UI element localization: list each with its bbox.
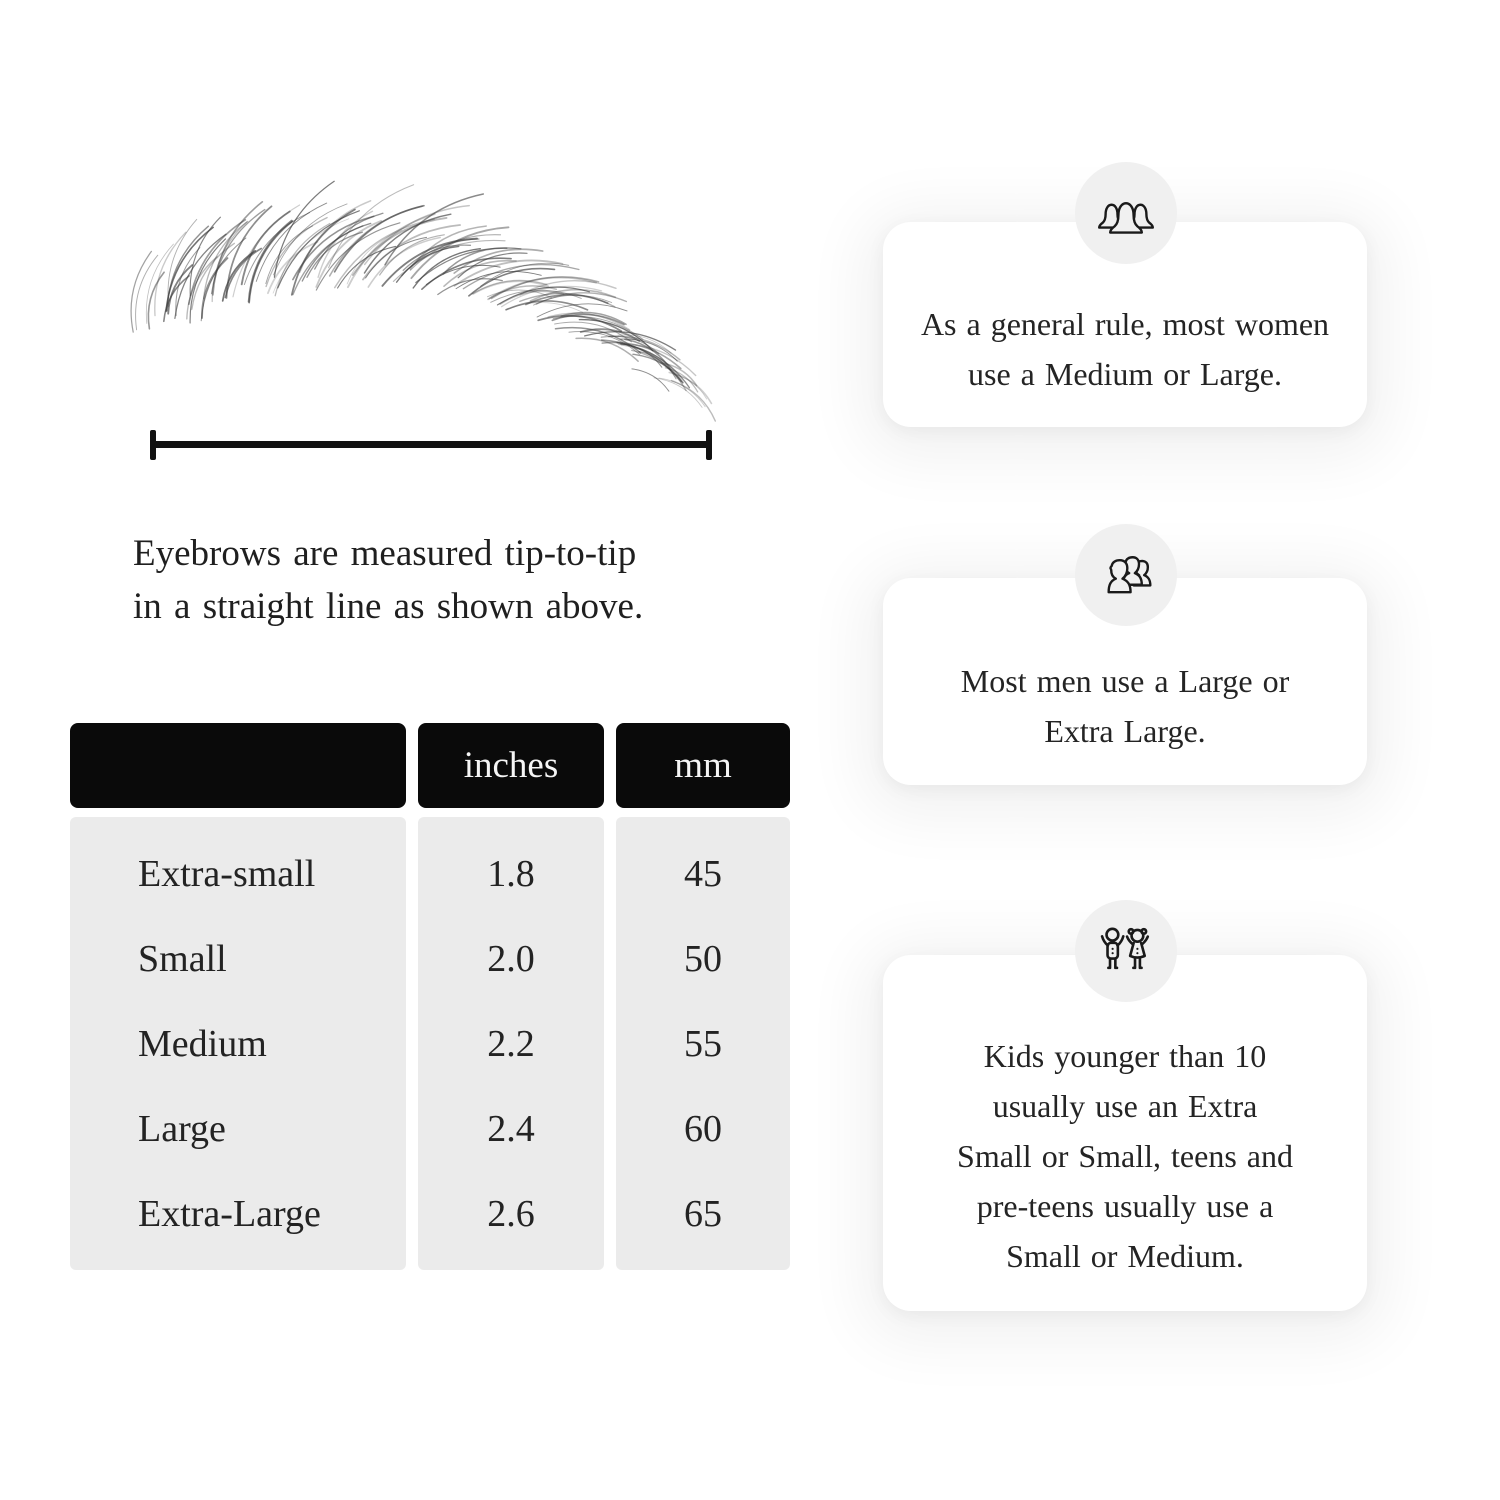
info-card-text-line: use a Medium or Large. [968, 355, 1282, 392]
inches-column [418, 817, 604, 1270]
info-card-kids [883, 955, 1367, 1311]
men-icon-circle [1075, 524, 1177, 626]
kids-icon [1096, 926, 1156, 976]
table-row-label: Small [138, 937, 227, 980]
table-cell-inches: 2.2 [487, 1022, 535, 1065]
info-card-text-line: Most men use a Large or [960, 662, 1290, 699]
table-row-label: Large [138, 1107, 226, 1150]
eyebrow-drawing [130, 205, 720, 405]
women-group-icon [1094, 189, 1158, 237]
table-row-label: Medium [138, 1022, 267, 1065]
table-cell-inches: 2.0 [487, 937, 535, 980]
table-cell-mm: 65 [684, 1192, 722, 1235]
measurement-line-bar [150, 441, 712, 448]
table-cell-mm: 55 [684, 1022, 722, 1065]
table-row-label: Extra-small [138, 852, 316, 895]
info-card-text-line: Extra Large. [1044, 712, 1206, 749]
table-cell-mm: 60 [684, 1107, 722, 1150]
table-cell-inches: 1.8 [487, 852, 535, 895]
table-header-mm: mm [616, 723, 790, 808]
figure-caption-line: in a straight line as shown above. [133, 586, 644, 627]
table-cell-mm: 45 [684, 852, 722, 895]
mm-column [616, 817, 790, 1270]
table-cell-inches: 2.4 [487, 1107, 535, 1150]
info-card-text-line: Kids younger than 10 [983, 1038, 1267, 1074]
figure-caption [133, 527, 773, 633]
size-table [70, 723, 790, 1270]
info-card-text-line: usually use an Extra [992, 1088, 1258, 1124]
women-icon-circle [1075, 162, 1177, 264]
info-card-text-line: Small or Medium. [1006, 1238, 1244, 1274]
table-cell-mm: 50 [684, 937, 722, 980]
info-card-text-line: As a general rule, most women [920, 305, 1330, 342]
info-card-text-line: Small or Small, teens and [957, 1138, 1293, 1174]
size-table-body [70, 817, 790, 1270]
table-row-label: Extra-Large [138, 1192, 321, 1235]
measurement-line [150, 430, 712, 460]
kids-icon-circle [1075, 900, 1177, 1002]
table-cell-inches: 2.6 [487, 1192, 535, 1235]
table-header-size [70, 723, 406, 808]
table-header-inches: inches [418, 723, 604, 808]
size-column-labels [70, 817, 406, 1270]
figure-caption-line: Eyebrows are measured tip-to-tip [133, 533, 637, 574]
measurement-line-right-cap [706, 430, 712, 460]
eyebrow-illustration [130, 205, 720, 405]
size-table-header [70, 723, 790, 808]
men-group-icon [1093, 551, 1159, 599]
info-card-text-line: pre-teens usually use a [976, 1188, 1274, 1224]
